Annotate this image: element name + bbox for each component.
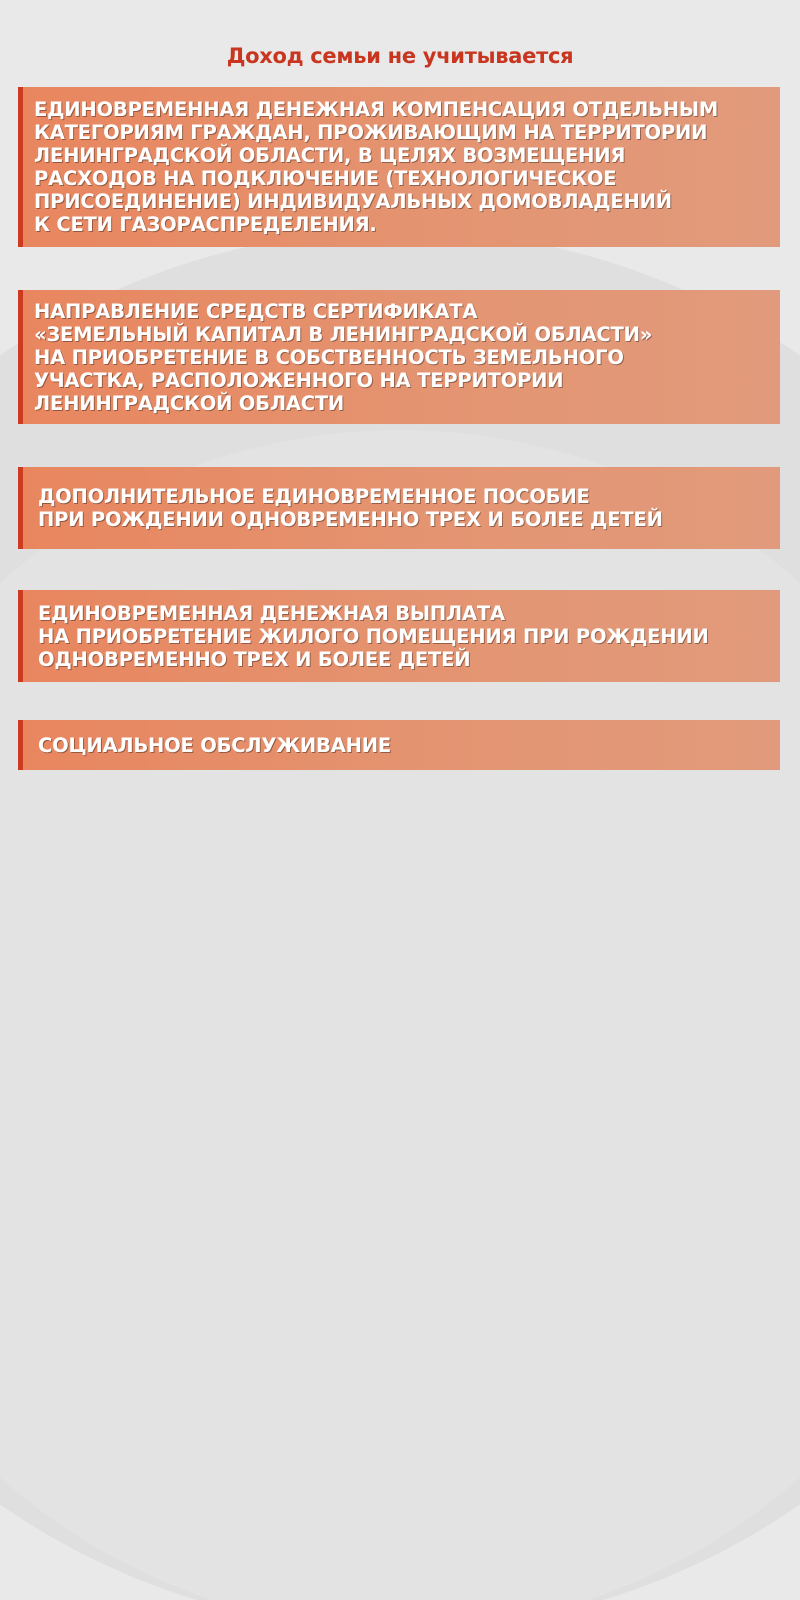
benefit-card-triplets-allowance — [18, 467, 780, 549]
benefit-card-social-service — [18, 720, 780, 770]
page-title: Доход семьи не учитывается — [226, 44, 574, 68]
benefit-card-land-certificate — [18, 290, 780, 424]
benefit-card-label: ДОПОЛНИТЕЛЬНОЕ ЕДИНОВРЕМЕННОЕ ПОСОБИЕ ПРИ РОЖДЕНИИ ОДНОВРЕМЕННО ТРЕХ И БОЛЕЕ ДЕТЕЙ — [38, 485, 663, 531]
benefit-card-label: ЕДИНОВРЕМЕННАЯ ДЕНЕЖНАЯ ВЫПЛАТА НА ПРИОБРЕТЕНИЕ ЖИЛОГО ПОМЕЩЕНИЯ ПРИ РОЖДЕНИИ ОДНОВРЕМЕННО ТРЕХ И БОЛЕЕ ДЕТЕЙ — [38, 601, 709, 671]
benefit-card-label: ЕДИНОВРЕМЕННАЯ ДЕНЕЖНАЯ КОМПЕНСАЦИЯ ОТДЕЛЬНЫМ КАТЕГОРИЯМ ГРАЖДАН, ПРОЖИВАЮЩИМ НА ТЕРРИТОРИИ ЛЕНИНГРАДСКОЙ ОБЛАСТИ, В ЦЕЛЯХ ВОЗМЕЩЕНИЯ РАСХОДОВ НА ПОДКЛЮЧЕНИЕ (ТЕХНОЛОГИЧЕСКОЕ ПРИСОЕДИНЕНИЕ) ИНДИВИДУАЛЬНЫХ ДОМОВЛАДЕНИЙ К СЕТИ ГАЗОРАСПРЕДЕЛЕНИЯ. — [34, 98, 719, 236]
benefit-card-label: СОЦИАЛЬНОЕ ОБСЛУЖИВАНИЕ — [38, 733, 391, 757]
benefit-card-label: НАПРАВЛЕНИЕ СРЕДСТВ СЕРТИФИКАТА «ЗЕМЕЛЬНЫЙ КАПИТАЛ В ЛЕНИНГРАДСКОЙ ОБЛАСТИ» НА ПРИОБРЕТЕНИЕ В СОБСТВЕННОСТЬ ЗЕМЕЛЬНОГО УЧАСТКА, РАСПОЛОЖЕННОГО НА ТЕРРИТОРИИ ЛЕНИНГРАДСКОЙ ОБЛАСТИ — [34, 299, 653, 415]
benefit-card-housing-payment — [18, 590, 780, 682]
benefit-card-gas-compensation — [18, 87, 780, 247]
